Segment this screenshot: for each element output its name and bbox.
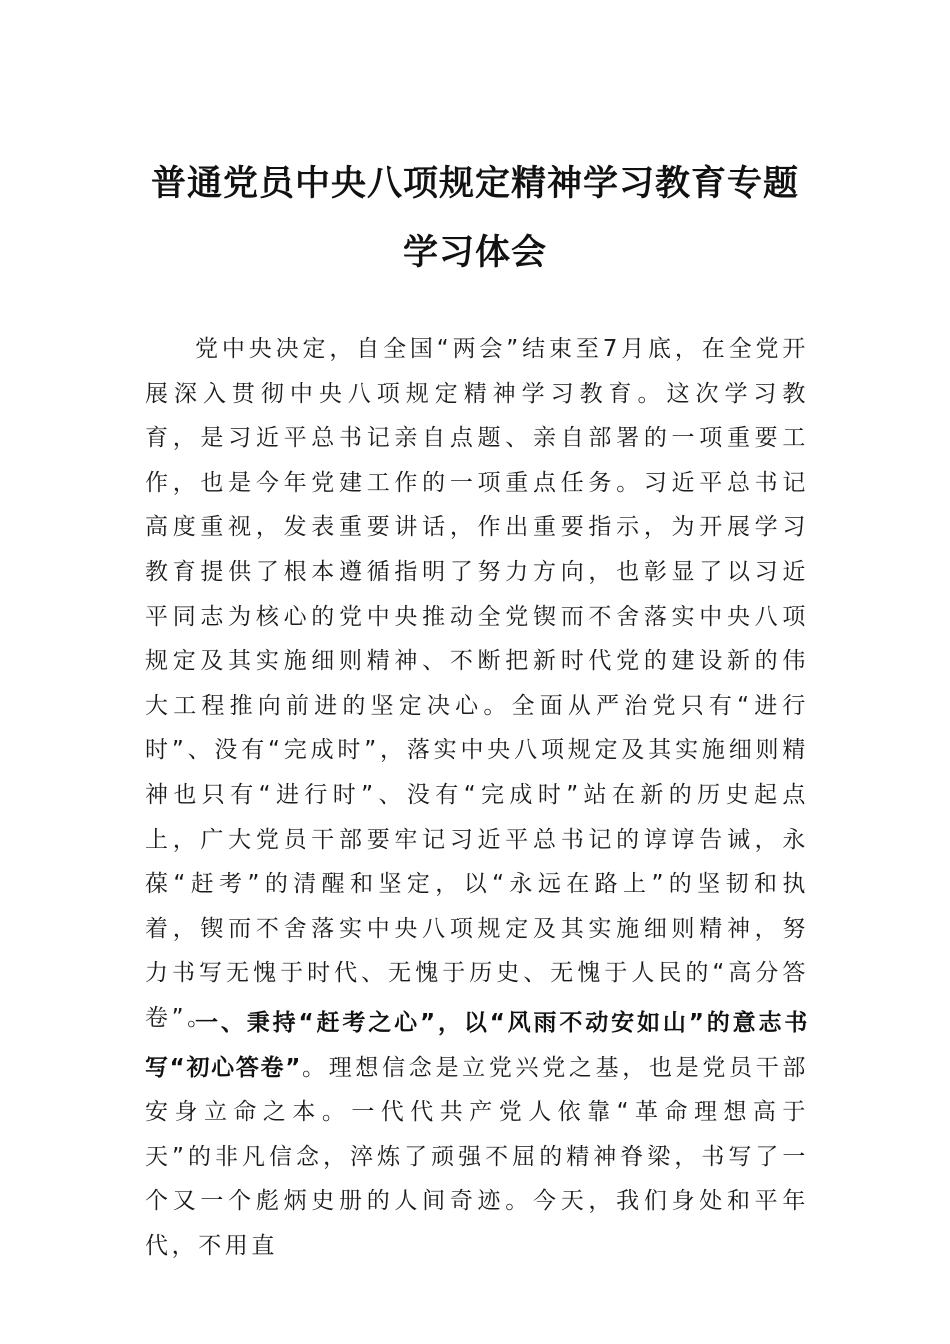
section-1-heading: 一、秉持“赶考之心”，以“风雨不动安如山”的意志书写“初心答卷” (145, 1010, 809, 1081)
document-title-line-1: 普通党员中央八项规定精神学习教育专题 (150, 163, 799, 204)
document-title-line-2: 学习体会 (402, 232, 547, 273)
section-1-paragraph (145, 1001, 809, 1269)
intro-paragraph: 党中央决定，自全国“两会”结束至7月底，在全党开展深入贯彻中央八项规定精神学习教育。这次学习教育，是习近平总书记亲自点题、亲自部署的一项重要工作，也是今年党建工作的一项重点任务。习近平总书记高度重视，发表重要讲话，作出重要指示，为开展学习教育提供了根本遵循指明了努力方向，也彰显了以习近平同志为核心的党中央推动全党锲而不舍落实中央八项规定及其实施细则精神、不断把新时代党的建设新的伟大工程推向前进的坚定决心。全面从严治党只有“进行时”、没有“完成时”，落实中央八项规定及其实施细则精神也只有“进行时”、没有“完成时”站在新的历史起点上，广大党员干部要牢记习近平总书记的谆谆告诫，永葆“赶考”的清醒和坚定，以“永远在路上”的坚韧和执着，锲而不舍落实中央八项规定及其实施细则精神，努力书写无愧于时代、无愧于历史、无愧于人民的“高分答卷”。 (145, 336, 809, 1031)
section-1-body: 。理想信念是立党兴党之基，也是党员干部安身立命之本。一代代共产党人依靠“革命理想高于天”的非凡信念，淬炼了顽强不屈的精神脊梁，书写了一个又一个彪炳史册的人间奇迹。今天，我们身处和平年代，不用直 (145, 1054, 809, 1259)
